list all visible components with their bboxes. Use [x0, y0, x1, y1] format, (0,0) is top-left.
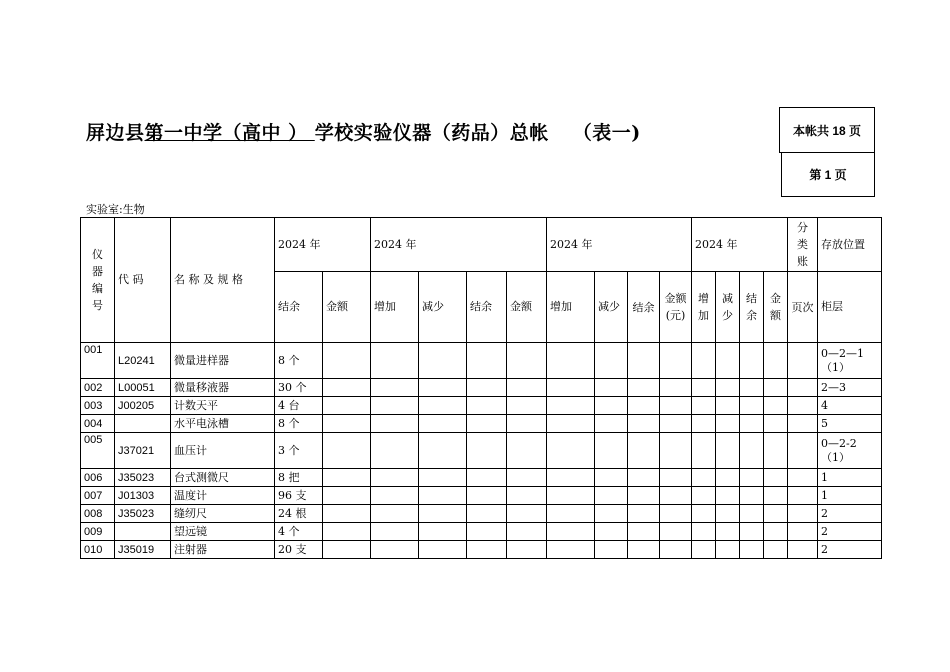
cell-balance: 3 个: [275, 433, 323, 469]
cell-name: 缝纫尺: [171, 505, 275, 523]
cell-empty: [788, 487, 818, 505]
cell-empty: [547, 541, 595, 559]
cell-empty: [595, 469, 628, 487]
cell-location: 2: [818, 541, 882, 559]
cell-empty: [660, 541, 692, 559]
cell-name: 温度计: [171, 487, 275, 505]
cell-no: 004: [81, 415, 115, 433]
cell-no: 006: [81, 469, 115, 487]
cell-empty: [547, 379, 595, 397]
cell-empty: [467, 379, 507, 397]
cell-empty: [507, 487, 547, 505]
header-name: 名 称 及 规 格: [171, 218, 275, 343]
cell-empty: [764, 505, 788, 523]
cell-empty: [716, 415, 740, 433]
cell-code: J35023: [115, 505, 171, 523]
cell-empty: [419, 469, 467, 487]
cell-empty: [507, 523, 547, 541]
cell-empty: [371, 343, 419, 379]
cell-empty: [628, 505, 660, 523]
cell-code: J35019: [115, 541, 171, 559]
cell-empty: [419, 397, 467, 415]
header-shelf: 柜层: [818, 272, 882, 343]
total-pages-text: 本帐共 18 页: [792, 123, 862, 138]
cell-empty: [467, 487, 507, 505]
cell-empty: [419, 343, 467, 379]
cell-empty: [371, 487, 419, 505]
ledger-title: [86, 118, 641, 145]
header-year-2: 2024 年: [371, 218, 547, 272]
cell-name: 计数天平: [171, 397, 275, 415]
cell-empty: [467, 415, 507, 433]
cell-code: J37021: [115, 433, 171, 469]
cell-empty: [467, 397, 507, 415]
cell-empty: [419, 523, 467, 541]
cell-empty: [371, 379, 419, 397]
cell-location: 2: [818, 523, 882, 541]
cell-empty: [692, 397, 716, 415]
cell-name: 水平电泳槽: [171, 415, 275, 433]
cell-empty: [595, 433, 628, 469]
cell-empty: [764, 379, 788, 397]
cell-empty: [764, 541, 788, 559]
cell-empty: [371, 541, 419, 559]
header-g2-amount: 金额: [507, 272, 547, 343]
cell-empty: [419, 415, 467, 433]
cell-empty: [507, 343, 547, 379]
table-row: [81, 523, 882, 541]
cell-empty: [740, 433, 764, 469]
cell-name: 微量移液器: [171, 379, 275, 397]
cell-empty: [595, 415, 628, 433]
cell-empty: [788, 415, 818, 433]
cell-name: 望远镜: [171, 523, 275, 541]
cell-empty: [764, 343, 788, 379]
cell-empty: [323, 541, 371, 559]
header-g3-decrease: 减少: [595, 272, 628, 343]
cell-name: 血压计: [171, 433, 275, 469]
school-name: 第一中学（高中 ）: [144, 122, 315, 144]
title-prefix: 屏边县: [86, 122, 145, 144]
cell-empty: [692, 505, 716, 523]
cell-code: L20241: [115, 343, 171, 379]
cell-empty: [660, 523, 692, 541]
table-row: [81, 505, 882, 523]
cell-empty: [419, 487, 467, 505]
cell-balance: 8 个: [275, 415, 323, 433]
cell-empty: [323, 469, 371, 487]
cell-location: 0—2—1（1）: [818, 343, 882, 379]
header-g1-amount: 金额: [323, 272, 371, 343]
cell-empty: [740, 541, 764, 559]
cell-balance: 96 支: [275, 487, 323, 505]
cell-no: 003: [81, 397, 115, 415]
cell-empty: [467, 505, 507, 523]
header-inst-no: 仪 器 编 号: [81, 218, 115, 343]
cell-empty: [740, 343, 764, 379]
cell-empty: [788, 379, 818, 397]
cell-empty: [467, 469, 507, 487]
cell-no: 010: [81, 541, 115, 559]
cell-balance: 8 把: [275, 469, 323, 487]
cell-empty: [371, 523, 419, 541]
cell-empty: [547, 415, 595, 433]
cell-no: 005: [81, 433, 115, 469]
cell-no: 001: [81, 343, 115, 379]
header-g2-balance: 结余: [467, 272, 507, 343]
cell-empty: [595, 505, 628, 523]
cell-empty: [660, 469, 692, 487]
cell-empty: [371, 505, 419, 523]
title-suffix: （表一): [572, 122, 641, 144]
cell-empty: [628, 469, 660, 487]
cell-balance: 24 根: [275, 505, 323, 523]
cell-empty: [323, 487, 371, 505]
cell-empty: [323, 397, 371, 415]
cell-empty: [660, 379, 692, 397]
cell-location: 1: [818, 487, 882, 505]
cell-empty: [716, 469, 740, 487]
cell-empty: [323, 415, 371, 433]
cell-empty: [371, 397, 419, 415]
cell-empty: [764, 397, 788, 415]
cell-empty: [788, 469, 818, 487]
cell-code: J00205: [115, 397, 171, 415]
cell-location: 5: [818, 415, 882, 433]
cell-empty: [660, 487, 692, 505]
cell-empty: [660, 415, 692, 433]
cell-empty: [628, 397, 660, 415]
cell-empty: [547, 505, 595, 523]
cell-empty: [740, 379, 764, 397]
cell-empty: [716, 343, 740, 379]
header-g2-decrease: 减少: [419, 272, 467, 343]
cell-empty: [371, 415, 419, 433]
cell-empty: [323, 523, 371, 541]
header-page-no: 页次: [788, 272, 818, 343]
cell-empty: [595, 541, 628, 559]
cell-code: [115, 523, 171, 541]
cell-empty: [507, 541, 547, 559]
cell-name: 微量进样器: [171, 343, 275, 379]
cell-empty: [788, 541, 818, 559]
cell-no: 008: [81, 505, 115, 523]
cell-no: 007: [81, 487, 115, 505]
cell-empty: [660, 505, 692, 523]
cell-empty: [507, 415, 547, 433]
table-row: [81, 541, 882, 559]
cell-code: J01303: [115, 487, 171, 505]
cell-empty: [507, 397, 547, 415]
cell-location: 1: [818, 469, 882, 487]
cell-empty: [595, 487, 628, 505]
current-page-box: [781, 152, 875, 197]
header-row-1: [81, 218, 882, 272]
cell-empty: [764, 487, 788, 505]
cell-location: 0—2-2（1）: [818, 433, 882, 469]
cell-empty: [788, 343, 818, 379]
cell-empty: [595, 343, 628, 379]
cell-empty: [628, 541, 660, 559]
cell-empty: [740, 397, 764, 415]
table-row: [81, 397, 882, 415]
cell-balance: 8 个: [275, 343, 323, 379]
cell-empty: [740, 469, 764, 487]
cell-empty: [323, 505, 371, 523]
cell-code: J35023: [115, 469, 171, 487]
header-g4-decrease: 减少: [716, 272, 740, 343]
table-row: [81, 415, 882, 433]
cell-empty: [740, 523, 764, 541]
table-row: [81, 469, 882, 487]
cell-empty: [419, 379, 467, 397]
cell-empty: [371, 469, 419, 487]
header-year-1: 2024 年: [275, 218, 371, 272]
title-middle: 学校实验仪器（药品）总帐: [314, 122, 549, 144]
cell-empty: [547, 397, 595, 415]
cell-empty: [692, 379, 716, 397]
cell-empty: [419, 541, 467, 559]
cell-empty: [507, 505, 547, 523]
header-g3-increase: 增加: [547, 272, 595, 343]
cell-empty: [547, 487, 595, 505]
cell-empty: [507, 469, 547, 487]
header-code: 代 码: [115, 218, 171, 343]
cell-empty: [788, 505, 818, 523]
header-location: 存放位置: [818, 218, 882, 272]
cell-name: 注射器: [171, 541, 275, 559]
cell-empty: [323, 343, 371, 379]
table-row: [81, 343, 882, 379]
cell-empty: [547, 523, 595, 541]
cell-empty: [692, 523, 716, 541]
cell-empty: [507, 379, 547, 397]
cell-empty: [716, 397, 740, 415]
cell-empty: [660, 433, 692, 469]
total-pages-box: [779, 107, 875, 153]
cell-location: 4: [818, 397, 882, 415]
cell-location: 2—3: [818, 379, 882, 397]
cell-empty: [628, 415, 660, 433]
cell-empty: [740, 487, 764, 505]
cell-balance: 4 个: [275, 523, 323, 541]
ledger-table: [80, 217, 882, 559]
cell-balance: 20 支: [275, 541, 323, 559]
cell-empty: [467, 343, 507, 379]
header-g4-increase: 增加: [692, 272, 716, 343]
cell-empty: [628, 487, 660, 505]
cell-empty: [764, 415, 788, 433]
header-g4-amount: 金额: [764, 272, 788, 343]
cell-no: 002: [81, 379, 115, 397]
cell-no: 009: [81, 523, 115, 541]
table-row: [81, 433, 882, 469]
cell-empty: [692, 433, 716, 469]
cell-empty: [692, 469, 716, 487]
cell-empty: [692, 343, 716, 379]
cell-empty: [467, 541, 507, 559]
cell-name: 台式测微尺: [171, 469, 275, 487]
cell-empty: [764, 433, 788, 469]
cell-empty: [467, 433, 507, 469]
cell-code: L00051: [115, 379, 171, 397]
cell-empty: [323, 433, 371, 469]
cell-empty: [419, 433, 467, 469]
cell-empty: [692, 487, 716, 505]
header-g1-balance: 结余: [275, 272, 323, 343]
cell-empty: [628, 379, 660, 397]
cell-empty: [716, 433, 740, 469]
lab-label: 实验室:生物: [86, 203, 145, 216]
header-year-3: 2024 年: [547, 218, 692, 272]
cell-empty: [547, 469, 595, 487]
cell-empty: [660, 343, 692, 379]
cell-empty: [716, 379, 740, 397]
cell-empty: [716, 523, 740, 541]
header-g2-increase: 增加: [371, 272, 419, 343]
cell-empty: [716, 505, 740, 523]
cell-empty: [716, 541, 740, 559]
cell-empty: [507, 433, 547, 469]
cell-empty: [764, 523, 788, 541]
cell-empty: [467, 523, 507, 541]
cell-empty: [788, 433, 818, 469]
cell-location: 2: [818, 505, 882, 523]
cell-empty: [547, 433, 595, 469]
header-g3-balance: 结余: [628, 272, 660, 343]
cell-empty: [660, 397, 692, 415]
cell-empty: [788, 523, 818, 541]
header-year-4: 2024 年: [692, 218, 788, 272]
cell-empty: [740, 505, 764, 523]
header-g4-balance: 结余: [740, 272, 764, 343]
header-g3-amount: 金额(元): [660, 272, 692, 343]
cell-empty: [419, 505, 467, 523]
table-row: [81, 379, 882, 397]
cell-empty: [692, 541, 716, 559]
cell-empty: [547, 343, 595, 379]
cell-empty: [764, 469, 788, 487]
cell-empty: [628, 343, 660, 379]
cell-empty: [595, 379, 628, 397]
cell-empty: [595, 397, 628, 415]
cell-empty: [628, 523, 660, 541]
cell-empty: [371, 433, 419, 469]
cell-empty: [740, 415, 764, 433]
cell-empty: [323, 379, 371, 397]
cell-code: [115, 415, 171, 433]
cell-balance: 4 台: [275, 397, 323, 415]
cell-empty: [628, 433, 660, 469]
cell-empty: [716, 487, 740, 505]
table-row: [81, 487, 882, 505]
cell-empty: [788, 397, 818, 415]
cell-empty: [595, 523, 628, 541]
cell-empty: [692, 415, 716, 433]
cell-balance: 30 个: [275, 379, 323, 397]
header-category: 分 类 账: [788, 218, 818, 272]
current-page-text: 第 1 页: [809, 168, 847, 182]
